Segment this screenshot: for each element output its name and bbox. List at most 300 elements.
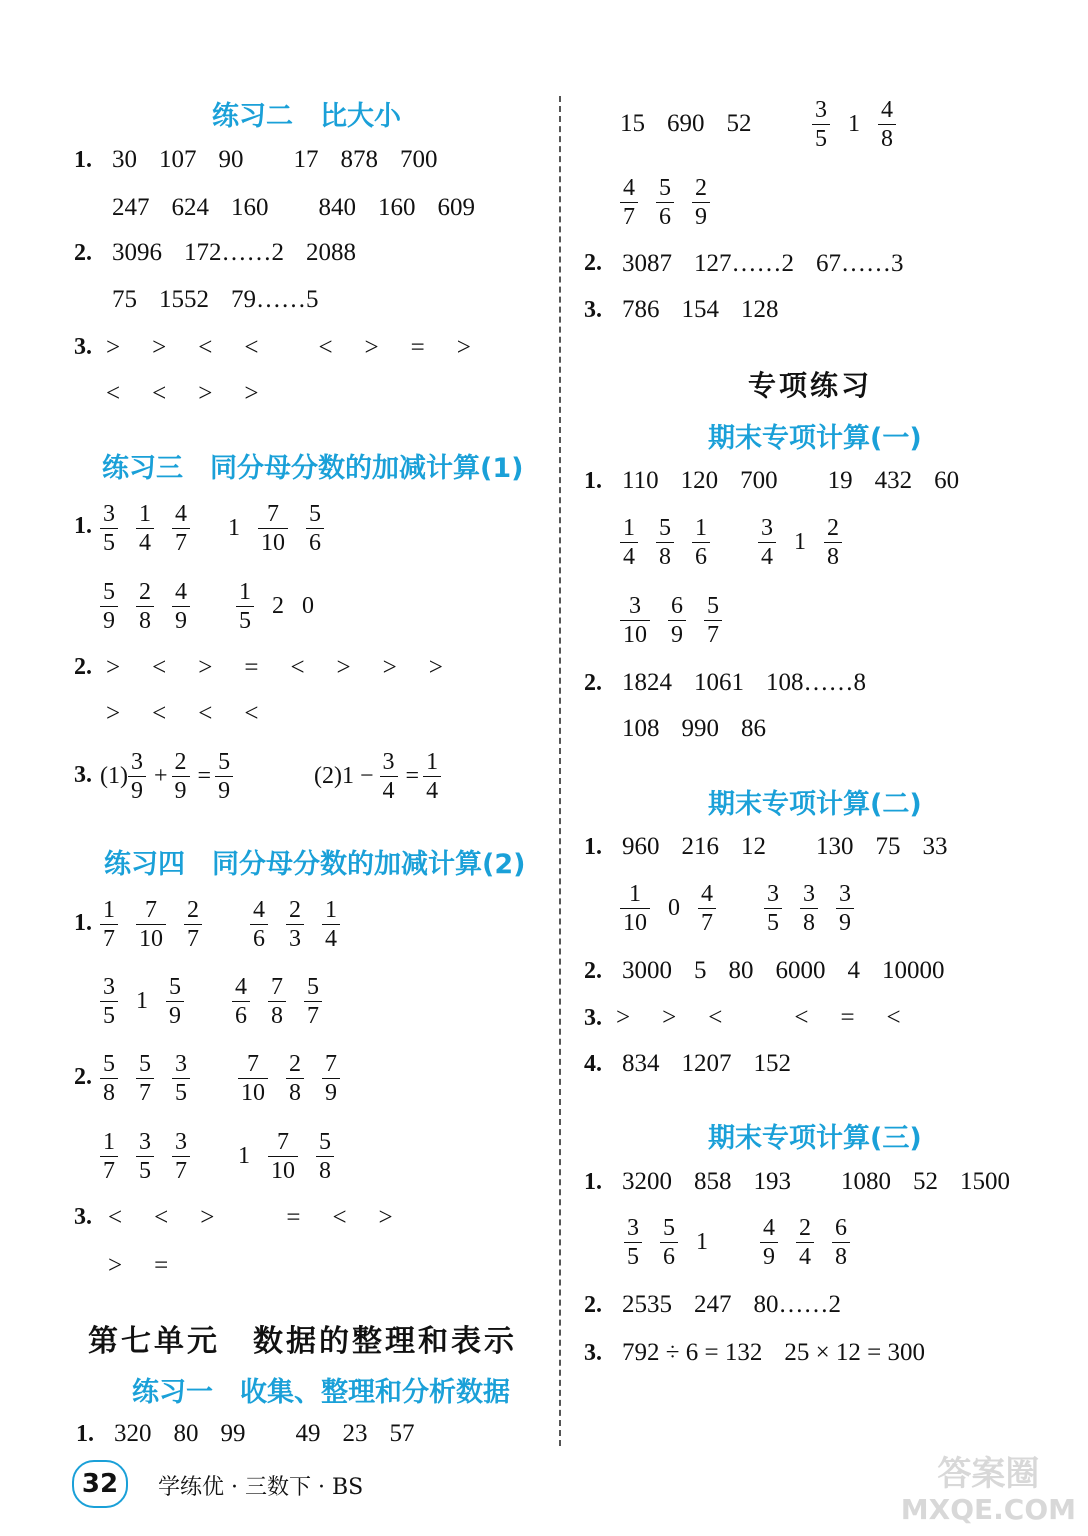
comparison-sign: > bbox=[378, 1204, 393, 1231]
denominator: 10 bbox=[238, 1078, 268, 1107]
comparison-sign: = bbox=[410, 334, 425, 361]
answer-value: 120 bbox=[680, 467, 719, 494]
fraction bbox=[692, 174, 710, 231]
fraction bbox=[620, 514, 638, 571]
numerator: 4 bbox=[175, 501, 187, 527]
fraction bbox=[624, 1214, 642, 1271]
answer-value: 86 bbox=[741, 715, 766, 742]
numerator: 2 bbox=[289, 897, 301, 923]
answer-value: 6000 bbox=[775, 957, 826, 984]
answer-value: 15 bbox=[620, 110, 645, 137]
answer-value: 2088 bbox=[306, 239, 356, 266]
denominator: 6 bbox=[250, 924, 268, 953]
numerator: 5 bbox=[103, 579, 115, 605]
fraction bbox=[268, 1128, 298, 1185]
fraction bbox=[136, 896, 166, 953]
fraction bbox=[136, 1128, 154, 1185]
fraction bbox=[758, 514, 776, 571]
answer-value: 127……2 bbox=[694, 250, 794, 277]
answer-value: 12 bbox=[741, 833, 766, 860]
part-label: (2)1 − bbox=[314, 763, 374, 789]
numerator: 5 bbox=[659, 515, 671, 541]
denominator: 6 bbox=[692, 542, 710, 571]
fraction bbox=[215, 748, 233, 805]
answer-value: 247 bbox=[694, 1291, 732, 1318]
fraction-row bbox=[100, 500, 342, 557]
denominator: 8 bbox=[824, 542, 842, 571]
q-num: 2. bbox=[584, 670, 602, 696]
book-title: 学练优 · 三数下 · BS bbox=[158, 1475, 364, 1500]
denominator: 7 bbox=[172, 1156, 190, 1185]
answer-value: 52 bbox=[913, 1168, 938, 1195]
denominator: 4 bbox=[423, 776, 441, 805]
comparison-sign: < bbox=[152, 380, 167, 407]
fraction bbox=[660, 1214, 678, 1271]
comparison-sign: < bbox=[154, 1204, 169, 1231]
answer-value: 152 bbox=[753, 1050, 791, 1077]
answer-row bbox=[622, 957, 967, 985]
answer-value: 80 bbox=[173, 1420, 199, 1447]
comparison-sign: < bbox=[244, 334, 259, 361]
denominator: 6 bbox=[660, 1242, 678, 1271]
fraction bbox=[172, 578, 190, 635]
fraction bbox=[656, 514, 674, 571]
denominator: 9 bbox=[322, 1078, 340, 1107]
answer-value: 5 bbox=[694, 957, 707, 984]
fraction bbox=[698, 880, 716, 937]
ex3-title: 练习三 同分母分数的加减计算(1) bbox=[102, 453, 524, 484]
denominator: 4 bbox=[620, 542, 638, 571]
fraction bbox=[258, 500, 288, 557]
fraction bbox=[172, 1050, 190, 1107]
watermark-line2: MXQE.COM bbox=[900, 1493, 1076, 1526]
answer-value: 108……8 bbox=[766, 669, 866, 696]
answer-row bbox=[108, 1204, 425, 1232]
denominator: 7 bbox=[100, 924, 118, 953]
answer-value: 1061 bbox=[694, 669, 744, 696]
comparison-sign: > bbox=[662, 1004, 677, 1031]
answer-value: 3096 bbox=[112, 239, 162, 266]
answer-value: 247 bbox=[112, 194, 150, 221]
answer-value: 19 bbox=[827, 467, 853, 494]
answer-row bbox=[106, 380, 290, 408]
fraction bbox=[232, 973, 250, 1030]
special-title: 专项练习 bbox=[748, 369, 873, 402]
q-num: 1. bbox=[76, 1421, 94, 1447]
unit7-title: 第七单元 数据的整理和表示 bbox=[88, 1324, 517, 1359]
answer-value: 130 bbox=[816, 833, 854, 860]
numerator: 4 bbox=[881, 97, 893, 123]
numerator: 3 bbox=[382, 749, 395, 775]
denominator: 9 bbox=[760, 1242, 778, 1271]
fraction bbox=[306, 500, 324, 557]
s1-title: 期末专项计算(一) bbox=[708, 423, 922, 454]
fraction bbox=[832, 1214, 850, 1271]
comparison-sign: > bbox=[152, 334, 167, 361]
fraction bbox=[166, 973, 184, 1030]
fraction bbox=[316, 1128, 334, 1185]
answer-value: 1207 bbox=[681, 1050, 732, 1077]
answer-value: 10000 bbox=[882, 957, 945, 984]
answer-value: 858 bbox=[694, 1168, 732, 1195]
operator: = bbox=[197, 763, 212, 789]
equation-2 bbox=[314, 748, 445, 805]
q-num: 1. bbox=[584, 1169, 602, 1195]
q-num: 2. bbox=[74, 654, 92, 680]
answer-value: 878 bbox=[340, 146, 378, 173]
comparison-sign: > bbox=[616, 1004, 631, 1031]
fraction bbox=[128, 748, 146, 805]
answer-value: 320 bbox=[114, 1420, 152, 1447]
numerator: 1 bbox=[239, 579, 251, 605]
answer-value: 160 bbox=[378, 194, 416, 221]
numerator: 5 bbox=[139, 1051, 151, 1077]
comparison-sign: < bbox=[244, 700, 259, 727]
numerator: 4 bbox=[623, 175, 635, 201]
denominator: 9 bbox=[172, 606, 190, 635]
answer-value: 23 bbox=[342, 1420, 368, 1447]
fraction-row bbox=[100, 1128, 352, 1185]
answer-value: 99 bbox=[220, 1420, 246, 1447]
whole-number: 1 bbox=[238, 1143, 250, 1169]
denominator: 8 bbox=[800, 908, 818, 937]
denominator: 4 bbox=[136, 528, 154, 557]
fraction bbox=[656, 174, 674, 231]
numerator: 1 bbox=[325, 897, 337, 923]
answer-value: 128 bbox=[741, 296, 779, 323]
denominator: 3 bbox=[286, 924, 304, 953]
comparison-sign: > bbox=[108, 1252, 123, 1279]
denominator: 9 bbox=[128, 776, 146, 805]
fraction bbox=[800, 880, 818, 937]
denominator: 10 bbox=[258, 528, 288, 557]
fraction-row bbox=[624, 1214, 868, 1271]
numerator: 7 bbox=[145, 897, 157, 923]
numerator: 3 bbox=[629, 593, 641, 619]
numerator: 2 bbox=[139, 579, 151, 605]
q-num: 4. bbox=[584, 1051, 602, 1077]
numerator: 3 bbox=[803, 881, 815, 907]
denominator: 10 bbox=[136, 924, 166, 953]
fraction bbox=[100, 578, 118, 635]
answer-value: 75 bbox=[875, 833, 901, 860]
fraction-row bbox=[620, 174, 728, 231]
fraction bbox=[286, 1050, 304, 1107]
answer-value: 792 ÷ 6 = 132 bbox=[622, 1339, 763, 1366]
fraction bbox=[172, 500, 190, 557]
denominator: 5 bbox=[100, 1001, 118, 1030]
denominator: 8 bbox=[656, 542, 674, 571]
answer-row bbox=[622, 1339, 947, 1367]
comparison-sign: > bbox=[456, 334, 471, 361]
numerator: 3 bbox=[839, 881, 851, 907]
numerator: 1 bbox=[695, 515, 707, 541]
fraction-row bbox=[100, 1050, 358, 1107]
numerator: 3 bbox=[761, 515, 773, 541]
answer-value: 700 bbox=[400, 146, 438, 173]
fraction-row bbox=[100, 973, 340, 1030]
comparison-sign: > bbox=[364, 334, 379, 361]
answer-row bbox=[622, 715, 788, 743]
numerator: 2 bbox=[799, 1215, 811, 1241]
fraction bbox=[136, 500, 154, 557]
numerator: 5 bbox=[307, 974, 319, 1000]
numerator: 3 bbox=[175, 1129, 187, 1155]
fraction-row bbox=[812, 96, 914, 153]
answer-value: 52 bbox=[726, 110, 752, 137]
answer-row bbox=[112, 286, 341, 314]
comparison-sign: < bbox=[152, 700, 167, 727]
fraction bbox=[878, 96, 896, 153]
fraction bbox=[268, 973, 286, 1030]
denominator: 7 bbox=[704, 620, 722, 649]
denominator: 5 bbox=[172, 1078, 190, 1107]
denominator: 8 bbox=[100, 1078, 118, 1107]
answer-value: 90 bbox=[218, 146, 244, 173]
answer-value: 786 bbox=[622, 296, 660, 323]
denominator: 5 bbox=[764, 908, 782, 937]
denominator: 9 bbox=[172, 776, 190, 805]
fraction bbox=[812, 96, 830, 153]
whole-number: 0 bbox=[302, 593, 314, 619]
denominator: 6 bbox=[306, 528, 324, 557]
comparison-sign: > bbox=[336, 654, 351, 681]
numerator: 4 bbox=[175, 579, 187, 605]
denominator: 9 bbox=[836, 908, 854, 937]
answer-value: 57 bbox=[389, 1420, 415, 1447]
denominator: 6 bbox=[232, 1001, 250, 1030]
numerator: 3 bbox=[139, 1129, 151, 1155]
numerator: 1 bbox=[623, 515, 635, 541]
answer-row bbox=[112, 194, 497, 222]
watermark bbox=[901, 1456, 1076, 1528]
fraction bbox=[304, 973, 322, 1030]
fraction bbox=[100, 1050, 118, 1107]
q-num: 3. bbox=[74, 1204, 92, 1230]
fraction bbox=[238, 1050, 268, 1107]
operator: + bbox=[153, 763, 168, 789]
denominator: 8 bbox=[832, 1242, 850, 1271]
denominator: 8 bbox=[136, 606, 154, 635]
fraction bbox=[100, 1128, 118, 1185]
answer-row bbox=[622, 1050, 813, 1078]
denominator: 9 bbox=[100, 606, 118, 635]
q-num: 1. bbox=[74, 147, 92, 173]
q-num: 2. bbox=[584, 1292, 602, 1318]
comparison-sign: < bbox=[152, 654, 167, 681]
numerator: 1 bbox=[426, 749, 439, 775]
denominator: 7 bbox=[620, 202, 638, 231]
fraction bbox=[692, 514, 710, 571]
fraction-row bbox=[620, 592, 740, 649]
answer-value: 67……3 bbox=[816, 250, 904, 277]
answer-row bbox=[622, 1291, 863, 1319]
fraction bbox=[136, 1050, 154, 1107]
numerator: 2 bbox=[289, 1051, 301, 1077]
answer-value: 4 bbox=[847, 957, 860, 984]
ex4-title: 练习四 同分母分数的加减计算(2) bbox=[104, 849, 526, 880]
fraction-row bbox=[620, 514, 860, 571]
denominator: 5 bbox=[624, 1242, 642, 1271]
numerator: 3 bbox=[815, 97, 827, 123]
answer-row bbox=[622, 296, 801, 324]
answer-value: 834 bbox=[622, 1050, 660, 1077]
whole-number: 1 bbox=[228, 515, 240, 541]
numerator: 1 bbox=[103, 1129, 115, 1155]
numerator: 1 bbox=[103, 897, 115, 923]
s3-title: 期末专项计算(三) bbox=[708, 1123, 922, 1154]
numerator: 3 bbox=[103, 974, 115, 1000]
answer-row bbox=[620, 110, 774, 138]
numerator: 5 bbox=[309, 501, 321, 527]
denominator: 5 bbox=[136, 1156, 154, 1185]
watermark-line1: 答案圈 bbox=[937, 1454, 1040, 1494]
fraction bbox=[760, 1214, 778, 1271]
answer-value: 3000 bbox=[622, 957, 672, 984]
comparison-sign: < bbox=[794, 1004, 809, 1031]
comparison-sign: = bbox=[244, 654, 259, 681]
answer-row bbox=[106, 700, 290, 728]
numerator: 4 bbox=[253, 897, 265, 923]
numerator: 3 bbox=[627, 1215, 639, 1241]
answer-value: 60 bbox=[934, 467, 960, 494]
denominator: 5 bbox=[812, 124, 830, 153]
answer-value: 700 bbox=[740, 467, 778, 494]
denominator: 4 bbox=[758, 542, 776, 571]
comparison-sign: < bbox=[318, 334, 333, 361]
denominator: 5 bbox=[100, 528, 118, 557]
ex2-title: 练习二 比大小 bbox=[212, 101, 401, 132]
answer-value: 3200 bbox=[622, 1168, 672, 1195]
numerator: 4 bbox=[235, 974, 247, 1000]
numerator: 4 bbox=[701, 881, 713, 907]
fraction bbox=[668, 592, 686, 649]
equation-1 bbox=[100, 748, 237, 805]
fraction bbox=[620, 174, 638, 231]
answer-value: 160 bbox=[231, 194, 269, 221]
comparison-sign: < bbox=[106, 380, 121, 407]
answer-value: 432 bbox=[874, 467, 913, 494]
numerator: 5 bbox=[319, 1129, 331, 1155]
denominator: 4 bbox=[322, 924, 340, 953]
column-divider bbox=[559, 96, 561, 1446]
fraction bbox=[100, 500, 118, 557]
q-num: 3. bbox=[74, 762, 92, 788]
comparison-sign: > bbox=[200, 1204, 215, 1231]
answer-value: 30 bbox=[112, 146, 137, 173]
comparison-sign: > bbox=[244, 380, 259, 407]
fraction bbox=[620, 592, 650, 649]
numerator: 1 bbox=[139, 501, 151, 527]
numerator: 5 bbox=[103, 1051, 115, 1077]
answer-value: 1500 bbox=[960, 1168, 1010, 1195]
fraction bbox=[136, 578, 154, 635]
fraction bbox=[423, 748, 441, 805]
fraction bbox=[100, 896, 118, 953]
denominator: 10 bbox=[620, 908, 650, 937]
answer-row bbox=[622, 467, 981, 495]
numerator: 6 bbox=[835, 1215, 847, 1241]
numerator: 2 bbox=[695, 175, 707, 201]
comparison-sign: > bbox=[382, 654, 397, 681]
part-label: (1) bbox=[100, 763, 128, 789]
fraction bbox=[824, 514, 842, 571]
denominator: 4 bbox=[796, 1242, 814, 1271]
answer-value: 3087 bbox=[622, 250, 672, 277]
denominator: 8 bbox=[268, 1001, 286, 1030]
denominator: 8 bbox=[878, 124, 896, 153]
fraction-row bbox=[100, 896, 358, 953]
answer-value: 1080 bbox=[841, 1168, 891, 1195]
unit7-ex1-title: 练习一 收集、整理和分析数据 bbox=[132, 1377, 510, 1408]
q-num: 1. bbox=[74, 513, 92, 539]
s2-title: 期末专项计算(二) bbox=[708, 789, 922, 820]
denominator: 9 bbox=[166, 1001, 184, 1030]
answer-row bbox=[622, 669, 888, 697]
denominator: 7 bbox=[304, 1001, 322, 1030]
q-num: 2. bbox=[584, 250, 602, 276]
numerator: 3 bbox=[103, 501, 115, 527]
numerator: 7 bbox=[267, 501, 279, 527]
answer-row bbox=[622, 833, 970, 861]
numerator: 7 bbox=[247, 1051, 259, 1077]
denominator: 5 bbox=[236, 606, 254, 635]
q-num: 3. bbox=[584, 1005, 602, 1031]
fraction bbox=[836, 880, 854, 937]
denominator: 4 bbox=[380, 776, 398, 805]
numerator: 2 bbox=[827, 515, 839, 541]
answer-value: 624 bbox=[171, 194, 209, 221]
numerator: 5 bbox=[663, 1215, 675, 1241]
comparison-sign: = bbox=[154, 1252, 169, 1279]
numerator: 7 bbox=[277, 1129, 289, 1155]
fraction bbox=[286, 896, 304, 953]
denominator: 7 bbox=[136, 1078, 154, 1107]
answer-value: 80 bbox=[728, 957, 754, 984]
q-num: 2. bbox=[584, 958, 602, 984]
denominator: 9 bbox=[215, 776, 233, 805]
comparison-sign: = bbox=[840, 1004, 855, 1031]
fraction bbox=[380, 748, 398, 805]
numerator: 5 bbox=[218, 749, 231, 775]
answer-value: 172……2 bbox=[184, 239, 284, 266]
answer-value: 990 bbox=[681, 715, 719, 742]
answer-value: 108 bbox=[622, 715, 660, 742]
denominator: 9 bbox=[692, 202, 710, 231]
answer-value: 840 bbox=[318, 194, 356, 221]
answer-value: 80……2 bbox=[753, 1291, 841, 1318]
answer-row bbox=[106, 654, 475, 682]
fraction bbox=[250, 896, 268, 953]
comparison-sign: < bbox=[290, 654, 305, 681]
denominator: 7 bbox=[172, 528, 190, 557]
comparison-sign: < bbox=[108, 1204, 123, 1231]
comparison-sign: = bbox=[286, 1204, 301, 1231]
fraction bbox=[172, 748, 190, 805]
answer-value: 609 bbox=[437, 194, 475, 221]
comparison-sign: < bbox=[198, 700, 213, 727]
answer-value: 25 × 12 = 300 bbox=[784, 1339, 926, 1366]
numerator: 3 bbox=[767, 881, 779, 907]
fraction-row bbox=[620, 880, 872, 937]
answer-value: 110 bbox=[622, 467, 659, 494]
comparison-sign: > bbox=[198, 654, 213, 681]
q-num: 1. bbox=[584, 468, 602, 494]
answer-value: 960 bbox=[622, 833, 660, 860]
q-num: 2. bbox=[74, 240, 92, 266]
answer-value: 216 bbox=[681, 833, 719, 860]
comparison-sign: < bbox=[198, 334, 213, 361]
